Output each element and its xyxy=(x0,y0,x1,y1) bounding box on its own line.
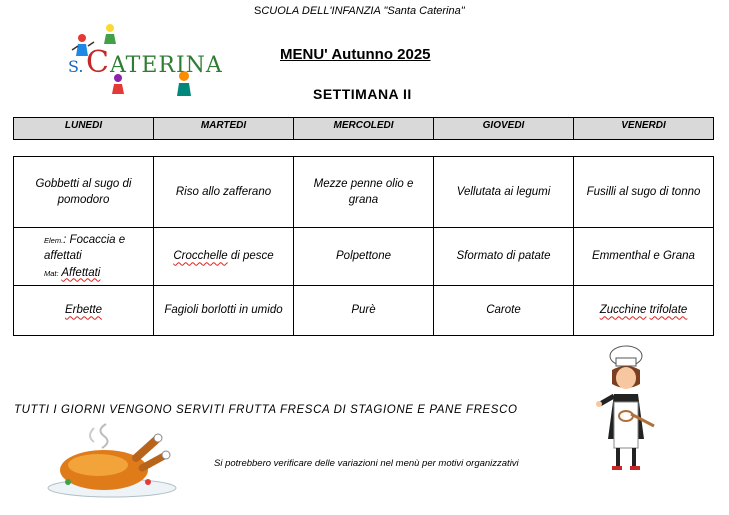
daily-notice: TUTTI I GIORNI VENGONO SERVITI FRUTTA FRESCA DI STAGIONE E PANE FRESCO xyxy=(14,404,518,416)
svg-text:S.: S. xyxy=(68,57,84,76)
week-title: SETTIMANA II xyxy=(313,86,412,102)
menu-cell: Polpettone xyxy=(294,228,434,286)
menu-cell: Zucchine trifolate xyxy=(574,286,714,336)
elem-value: : Focaccia e affettati xyxy=(44,234,126,263)
day-monday: LUNEDI xyxy=(14,118,154,140)
menu-cell: Gobbetti al sugo di pomodoro xyxy=(14,157,154,228)
school-logo xyxy=(66,14,223,104)
table-row xyxy=(14,228,714,286)
table-row xyxy=(14,286,714,336)
menu-cell: Vellutata ai legumi xyxy=(434,157,574,228)
table-row xyxy=(14,157,714,228)
menu-cell: Sformato di patate xyxy=(434,228,574,286)
days-header-table xyxy=(13,117,714,140)
svg-text:C: C xyxy=(86,45,109,80)
school-name: SCUOLA DELL'INFANZIA "Santa Caterina" xyxy=(254,5,465,17)
day-friday: VENERDI xyxy=(574,118,714,140)
menu-table xyxy=(13,156,714,336)
svg-text:ATERINA: ATERINA xyxy=(110,53,223,78)
menu-cell: Riso allo zafferano xyxy=(154,157,294,228)
day-thursday: GIOVEDI xyxy=(434,118,574,140)
menu-cell: Emmenthal e Grana xyxy=(574,228,714,286)
mat-value: Affettati xyxy=(61,266,101,279)
menu-cell: Erbette xyxy=(14,286,154,336)
roast-chicken-icon xyxy=(44,418,180,500)
menu-cell: Purè xyxy=(294,286,434,336)
day-wednesday: MERCOLEDI xyxy=(294,118,434,140)
chef-woman-icon xyxy=(594,344,666,479)
menu-cell: Mezze penne olio e grana xyxy=(294,157,434,228)
menu-cell: Carote xyxy=(434,286,574,336)
menu-cell: Fagioli borlotti in umido xyxy=(154,286,294,336)
logo-dancing-children-icon xyxy=(66,14,223,104)
mat-label: Mat: xyxy=(44,268,59,278)
roast-chicken-illustration xyxy=(44,418,180,500)
menu-cell: Crocchelle di pesce xyxy=(154,228,294,286)
chef-illustration xyxy=(594,344,666,479)
menu-cell: Fusilli al sugo di tonno xyxy=(574,157,714,228)
elem-label: Elem. xyxy=(44,236,64,246)
variations-note: Si potrebbero verificare delle variazioni nel menù per motivi organizzativi xyxy=(214,458,519,469)
day-tuesday: MARTEDI xyxy=(154,118,294,140)
menu-cell-monday-second xyxy=(14,228,154,286)
menu-title: MENU' Autunno 2025 xyxy=(280,46,431,63)
